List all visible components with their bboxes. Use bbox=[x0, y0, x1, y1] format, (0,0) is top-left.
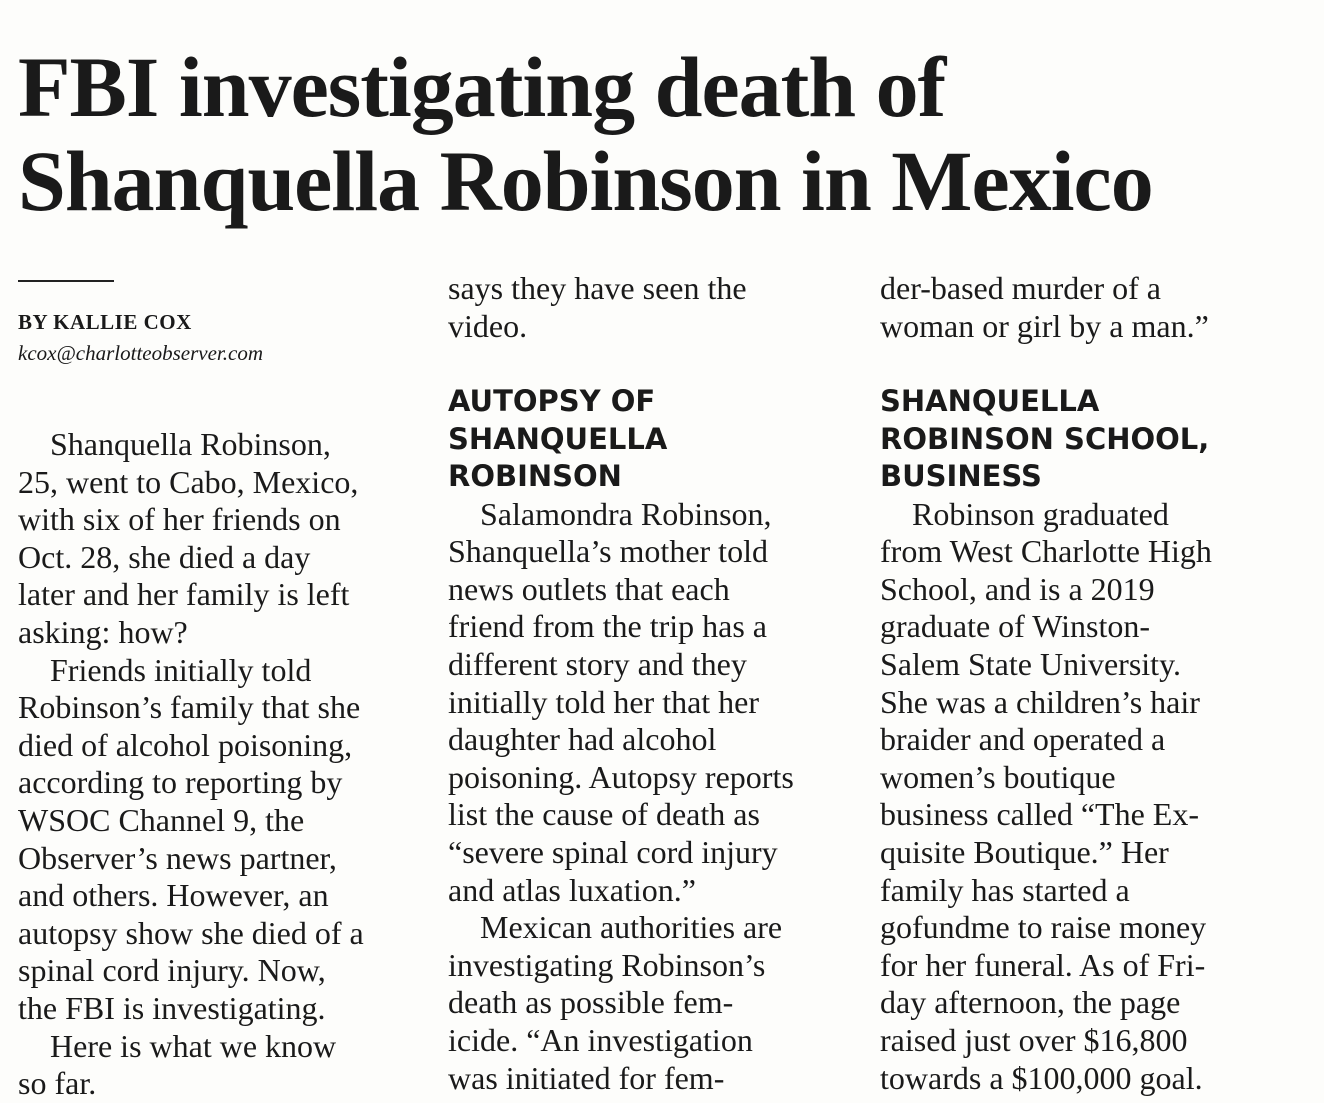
text-line: family has started a bbox=[880, 871, 1130, 908]
subhead-line: BUSINESS bbox=[880, 459, 1042, 494]
byline-author: BY KALLIE COX bbox=[18, 310, 192, 334]
text-line: later and her family is left bbox=[18, 576, 350, 613]
subhead-line: ROBINSON SCHOOL, bbox=[880, 421, 1210, 456]
text-line: friend from the trip has a bbox=[448, 608, 767, 645]
text-line: Oct. 28, she died a day bbox=[18, 538, 311, 575]
text-line: different story and they bbox=[448, 646, 747, 683]
text-line: icide. “An investigation bbox=[448, 1022, 753, 1058]
text-line: WSOC Channel 9, the bbox=[18, 801, 305, 838]
subhead-line: ROBINSON bbox=[448, 459, 622, 494]
text-line: news outlets that each bbox=[448, 570, 730, 607]
text-line: Mexican authorities are bbox=[480, 909, 783, 946]
paragraph bbox=[448, 909, 853, 1097]
text-line: Friends initially told bbox=[50, 651, 312, 688]
text-line: raised just over $16,800 bbox=[880, 1022, 1188, 1058]
text-line: the FBI is investigating. bbox=[18, 989, 326, 1026]
text-line: graduate of Winston- bbox=[880, 608, 1151, 645]
subhead-autopsy bbox=[448, 383, 853, 496]
headline-line-1: FBI investigating death of bbox=[18, 39, 946, 135]
byline-rule bbox=[18, 280, 114, 282]
text-line: and others. However, an bbox=[18, 877, 329, 914]
text-line: Salem State University. bbox=[880, 646, 1181, 683]
headline-line-2: Shanquella Robinson in Mexico bbox=[18, 133, 1153, 229]
text-line: from West Charlotte High bbox=[880, 533, 1212, 570]
headline bbox=[18, 40, 1308, 228]
text-line: autopsy show she died of a bbox=[18, 914, 364, 951]
text-line: Shanquella Robinson, bbox=[50, 426, 331, 462]
text-line: towards a $100,000 goal. bbox=[880, 1059, 1203, 1096]
text-line: and atlas luxation.” bbox=[448, 871, 696, 908]
text-line: with six of her friends on bbox=[18, 501, 341, 538]
continued-paragraph bbox=[448, 270, 853, 345]
text-line: list the cause of death as bbox=[448, 796, 760, 833]
text-line: “severe spinal cord injury bbox=[448, 834, 778, 871]
text-line: School, and is a 2019 bbox=[880, 570, 1155, 607]
continued-paragraph bbox=[880, 270, 1280, 345]
text-line: Robinson’s family that she bbox=[18, 689, 361, 726]
text-line: investigating Robinson’s bbox=[448, 946, 766, 983]
text-line: says they have seen the bbox=[448, 270, 747, 306]
column-1-body bbox=[18, 426, 418, 1103]
paragraph bbox=[448, 496, 853, 910]
text-line: daughter had alcohol bbox=[448, 721, 717, 758]
text-line: asking: how? bbox=[18, 613, 188, 650]
text-line: day afternoon, the page bbox=[880, 984, 1181, 1021]
text-line: braider and operated a bbox=[880, 721, 1166, 758]
paragraph bbox=[880, 496, 1280, 1098]
text-line: der-based murder of a bbox=[880, 270, 1161, 306]
subhead-line: SHANQUELLA bbox=[880, 384, 1100, 419]
text-line: She was a children’s hair bbox=[880, 683, 1200, 720]
paragraph bbox=[18, 426, 418, 652]
text-line: quisite Boutique.” Her bbox=[880, 834, 1169, 871]
text-line: spinal cord injury. Now, bbox=[18, 952, 326, 989]
text-line: death as possible fem- bbox=[448, 984, 734, 1021]
text-line: Shanquella’s mother told bbox=[448, 533, 768, 570]
text-line: was initiated for fem- bbox=[448, 1059, 725, 1096]
column-1 bbox=[18, 270, 418, 1103]
column-3 bbox=[880, 270, 1280, 1097]
subhead-school-business bbox=[880, 383, 1280, 496]
text-line: video. bbox=[448, 307, 528, 344]
text-line: Observer’s news partner, bbox=[18, 839, 337, 876]
text-line: woman or girl by a man.” bbox=[880, 307, 1209, 344]
text-line: Robinson graduated bbox=[912, 495, 1169, 532]
subhead-line: AUTOPSY OF bbox=[448, 384, 656, 419]
subhead-line: SHANQUELLA bbox=[448, 421, 668, 456]
text-line: 25, went to Cabo, Mexico, bbox=[18, 463, 359, 500]
text-line: poisoning. Autopsy reports bbox=[448, 758, 794, 795]
byline-email[interactable]: kcox@charlotteobserver.com bbox=[18, 341, 263, 365]
text-line: initially told her that her bbox=[448, 683, 760, 720]
text-line: died of alcohol poisoning, bbox=[18, 726, 353, 763]
text-line: for her funeral. As of Fri- bbox=[880, 946, 1206, 983]
text-line: so far. bbox=[18, 1065, 97, 1102]
text-line: according to reporting by bbox=[18, 764, 343, 801]
text-line: business called “The Ex- bbox=[880, 796, 1199, 833]
paragraph bbox=[18, 1028, 418, 1103]
text-line: Salamondra Robinson, bbox=[480, 495, 772, 532]
text-line: gofundme to raise money bbox=[880, 909, 1207, 946]
text-line: Here is what we know bbox=[50, 1027, 337, 1064]
column-2 bbox=[448, 270, 853, 1097]
text-line: women’s boutique bbox=[880, 758, 1116, 795]
paragraph bbox=[18, 652, 418, 1028]
